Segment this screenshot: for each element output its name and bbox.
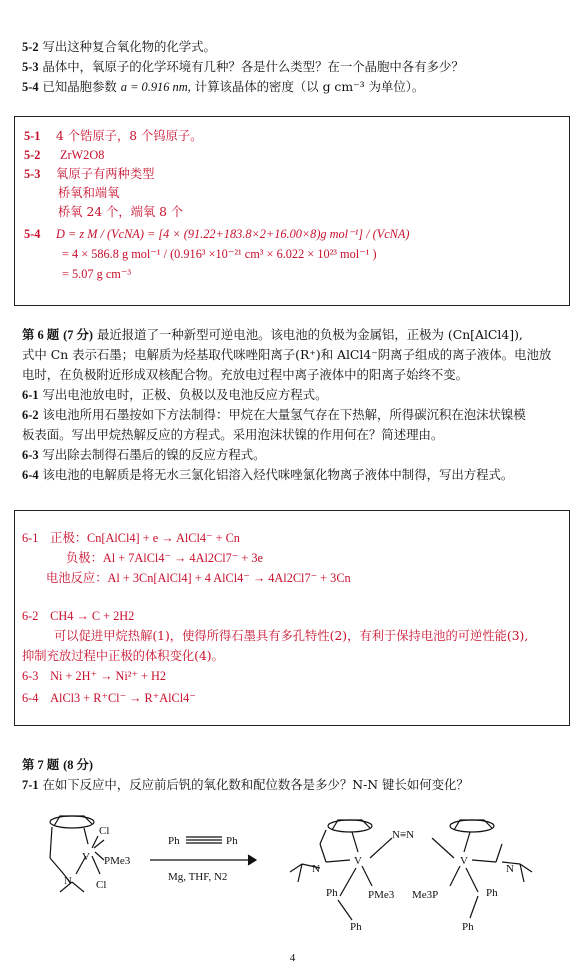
question-6-2: 6-2 该电池所用石墨按如下方法制得：甲烷在大量氢气存在下热解，所得碳沉积在泡沫状镍模: [22, 407, 526, 422]
right-nitrogen-1: N: [312, 863, 320, 875]
left-nitrogen: N: [64, 875, 72, 887]
question-6-intro-2: 式中 Cn 表示石墨；电解质为烃基取代咪唑阳离子(R⁺)和 AlCl4⁻阴离子组成的离子液体。电池放: [22, 347, 552, 362]
left-chloride-1: Cl: [99, 825, 110, 837]
reagent-ph-right: Ph: [226, 835, 238, 847]
reaction-scheme: [0, 800, 585, 950]
question-5-2: 5-2 写出这种复合氧化物的化学式。: [22, 39, 216, 54]
right-nitrogen-2: N: [506, 863, 514, 875]
answer-6-1-anode: 负极：Al + 7AlCl4⁻ → 4Al2Cl7⁻ + 3e: [66, 551, 263, 565]
question-6-3: 6-3 写出除去制得石墨后的镍的反应方程式。: [22, 447, 266, 462]
left-pme3: PMe3: [104, 855, 131, 867]
right-phenyl-1: Ph: [486, 887, 498, 899]
answer-5-2: 5-2 ZrW2O8: [24, 148, 105, 162]
left-vanadium: V: [82, 851, 90, 863]
answer-6-3: 6-3 Ni + 2H⁺ → Ni²⁺ + H2: [22, 669, 167, 683]
question-6-intro-1: 第 6 题 (7 分) 最近报道了一种新型可逆电池。该电池的负极为金属铝，正极为 (Cn[AlCl4]),: [22, 327, 523, 342]
answer-6-2-reason-1: 可以促进甲烷热解(1)，使得所得石墨具有多孔特性(2)，有利于保持电池的可逆性能(3),: [54, 629, 529, 643]
answer-5-3: 5-3 氧原子有两种类型: [24, 167, 155, 181]
question-5-4: 5-4 已知晶胞参数 a = 0.916 nm, 计算该晶体的密度（以 g cm⁻³ 为单位）。: [22, 79, 425, 94]
question-6-1: 6-1 写出电池放电时，正极、负极以及电池反应方程式。: [22, 387, 328, 402]
left-cp-ring: [50, 816, 94, 828]
right-phenyl-3: Ph: [350, 921, 362, 933]
right-cp-ring-2: [450, 820, 494, 832]
question-5-3: 5-3 晶体中，氧原子的化学环境有几种？各是什么类型？在一个晶胞中各有多少？: [22, 59, 464, 74]
left-chloride-2: Cl: [96, 879, 107, 891]
answer-5-1: 5-1 4 个锆原子，8 个钨原子。: [24, 129, 203, 143]
question-7-1: 7-1 在如下反应中，反应前后钒的氧化数和配位数各是多少？N-N 键长如何变化？: [22, 777, 469, 792]
answer-5-4: 5-4 D = z M / (VcNA) = [4 × (91.22+183.8×2+16.00×8)g mol⁻¹] / (VcNA): [24, 227, 410, 241]
question-6-4: 6-4 该电池的电解质是将无水三氯化铝溶入烃代咪唑氯化物离子液体中制得，写出方程式。: [22, 467, 514, 482]
answer-6-1-cathode: 6-1 正极：Cn[AlCl4] + e → AlCl4⁻ + Cn: [22, 531, 240, 545]
reagent-ph-left: Ph: [168, 835, 180, 847]
answer-5-4-result: = 5.07 g cm⁻³: [62, 267, 132, 281]
answer-6-2: 6-2 CH4 → C + 2H2: [22, 609, 135, 623]
answer-5-4-step: = 4 × 586.8 g mol⁻¹ / (0.916³ ×10⁻²¹ cm³ × 6.022 × 10²³ mol⁻¹ ): [62, 247, 377, 261]
right-vanadium-2: V: [460, 855, 468, 867]
reaction-conditions: Mg, THF, N2: [168, 871, 228, 883]
right-cp-ring-1: [328, 820, 372, 832]
answer-6-2-reason-2: 抑制充放过程中正极的体积变化(4)。: [22, 649, 224, 663]
right-pme3: PMe3: [368, 889, 395, 901]
question-6-intro-3: 电时，在负极附近形成双核配合物。充放电过程中离子液体中的阳离子始终不变。: [22, 367, 469, 382]
answer-6-4: 6-4 AlCl3 + R⁺Cl⁻ → R⁺AlCl4⁻: [22, 691, 196, 705]
answer-5-3-counts: 桥氧 24 个，端氧 8 个: [58, 205, 184, 219]
answer-5-3-types: 桥氧和端氧: [58, 186, 120, 200]
right-me3p: Me3P: [412, 889, 439, 901]
page-number: 4: [289, 952, 296, 964]
question-6-2-cont: 板表面。写出甲烷热解反应的方程式。采用泡沫状镍的作用何在？简述理由。: [22, 427, 444, 442]
right-vanadium-1: V: [354, 855, 362, 867]
right-phenyl-2: Ph: [326, 887, 338, 899]
answer-6-1-cell: 电池反应：Al + 3Cn[AlCl4] + 4 AlCl4⁻ → 4Al2Cl7⁻ + 3Cn: [46, 571, 351, 585]
question-7-title: 第 7 题 (8 分): [22, 758, 94, 772]
right-phenyl-4: Ph: [462, 921, 474, 933]
dinitrogen-ligand: N≡N: [392, 829, 415, 841]
